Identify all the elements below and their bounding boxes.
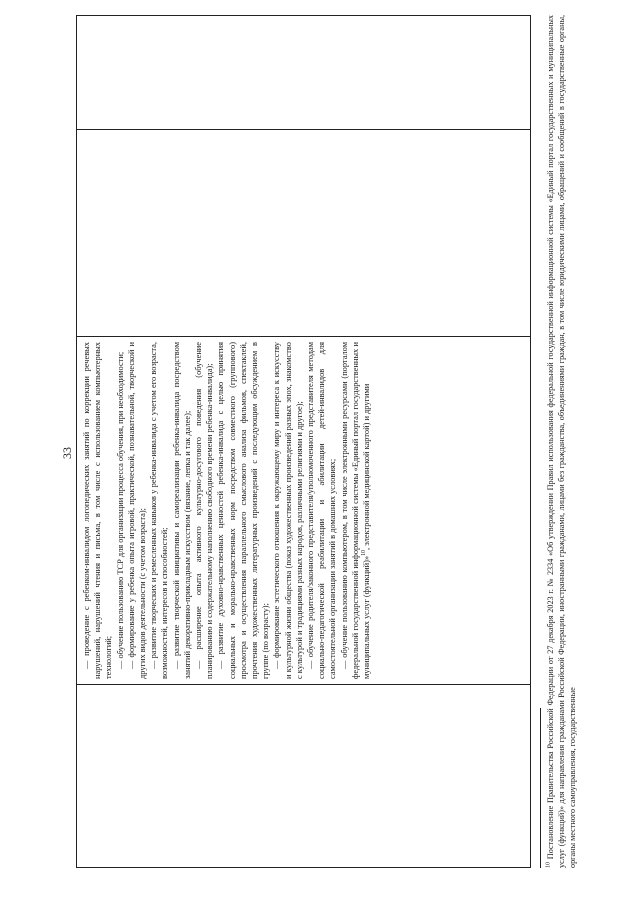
page-number: 33 (60, 447, 74, 459)
footnote-text: Постановление Правительства Российской Федерации от 27 декабря 2023 г. № 2334 «Об утверждении Правил использования федеральной государственной информационной системы «Единый портал государственных и муниципальных услуг (функций)» для направления гражданами Российской Федерации, иностранными гражданами, лицами без гражданства, объединениями граждан, в том числе юридическими лицами, обращений и сообщений в государственные органы, органы местного самоуправления, государственные (546, 14, 577, 868)
column-divider (77, 336, 530, 337)
list-item: — развитие творческой инициативы и самореализации ребенка-инвалида посредством занятий декоративно-прикладным искусством (вязание, лепка и так далее); (171, 342, 192, 679)
list-item: — формирование у ребенка опыта игровой, практической, познавательной, творческой и других видов деятельности (с учетом возраста); (126, 342, 148, 679)
footnote-number: 10 (545, 862, 552, 868)
list-item: — развитие духовно-нравственных ценностей ребенка-инвалида с целью принятия социальных и морально-нравственных норм посредством совместного (группового) просмотра и осуществления параллельного смыслового анализа фильмов, спектаклей, прочтения художественных литературных произведений с последующим обсуждением в группе (по возрасту); (216, 342, 271, 679)
list-item (339, 342, 373, 679)
list-item-text: — обучение пользованию компьютером, в том числе электронными ресурсами (порталом федеральной государственной информационной системы «Единый портал государственных и муниципальных услуг (функций)» (339, 342, 372, 679)
list-item: — расширение опыта активного культурно-досугового поведения (обучение планированию и содержательному наполнению свободного времени ребенка-инвалида); (194, 342, 215, 679)
rehabilitation-table (76, 15, 531, 868)
column-divider (77, 129, 530, 130)
list-item: — обучение родителя/законного представителя/уполномоченного представителя методам социально-педагогической реабилитации и абилитации детей-инвалидов для самостоятельной организации занятий в домашних условиях; (306, 342, 338, 679)
list-item: — формирование эстетического отношения к окружающему миру и интереса к искусству и культурной жизни общества (показ художественных произведений разных эпох, знакомство с культурой и традициями разных народов, различными религиями и другое); (272, 342, 304, 679)
list-item: — развитие творческих и ремесленных навыков у ребенка-инвалида с учетом его возраста, возможностей, интересов и способностей; (149, 342, 170, 679)
footnote (545, 15, 578, 868)
column-divider (77, 684, 530, 685)
list-item: — обучение пользованию ТСР для организации процесса обучения, при необходимости; (115, 351, 125, 669)
list-item: — проведение с ребенком-инвалидом логопедических занятий по коррекции речевых нарушений, нарушений чтения и письма, в том числе с использованием компьютерных технологий; (82, 342, 114, 679)
footnote-divider (540, 708, 541, 868)
footnote-reference: 10 (361, 549, 368, 556)
measures-cell (81, 342, 372, 679)
list-item-text-continued: , электронной медицинской картой) и другими (362, 383, 372, 550)
